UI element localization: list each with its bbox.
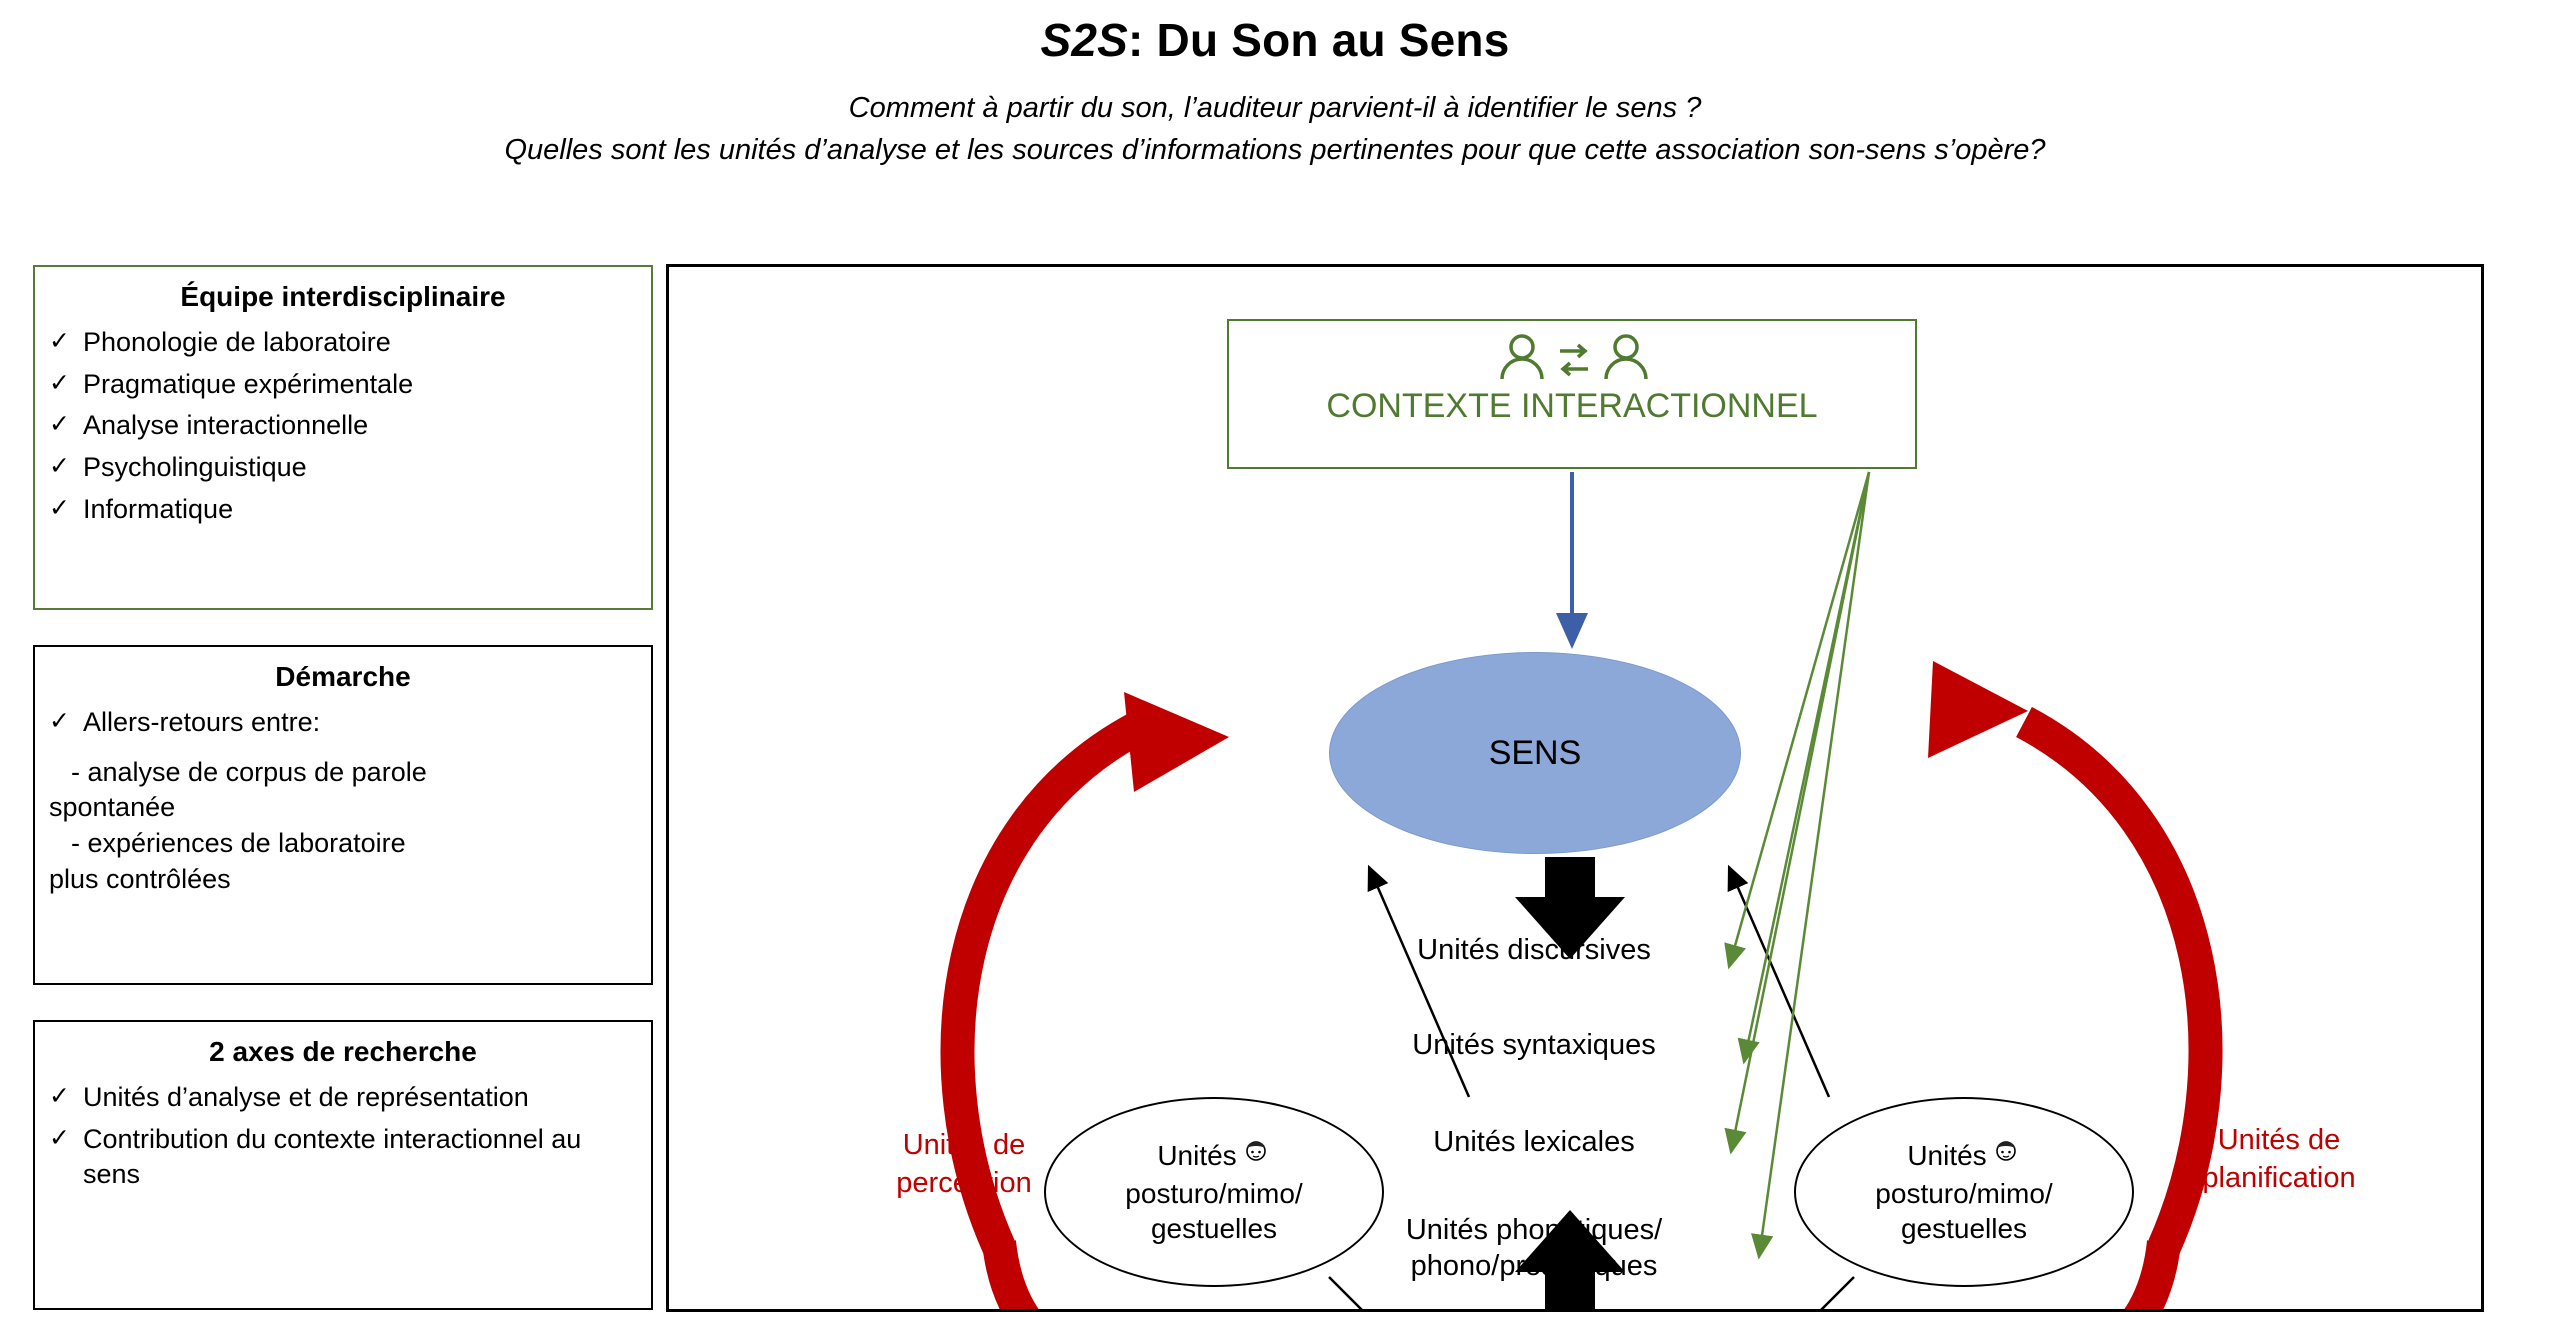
box-equipe-list [35, 325, 651, 541]
label-unites-de-perception [834, 1127, 1094, 1202]
subtitle-line-1: Comment à partir du son, l’auditeur parvient-il à identifier le sens ? [848, 91, 1702, 124]
check-icon: ✓ [49, 707, 70, 735]
check-icon: ✓ [49, 493, 70, 522]
list-item [49, 408, 641, 444]
context-to-discursives-arrow [1729, 472, 1869, 967]
list-item [49, 1122, 641, 1193]
label-unites-de-planification [2129, 1122, 2429, 1197]
check-icon: ✓ [49, 1082, 70, 1110]
list-item-label: Pragmatique expérimentale [83, 368, 414, 399]
list-item [49, 705, 641, 741]
posture-right-line2: posturo/mimo/ [1875, 1177, 2053, 1209]
sens-node [1329, 652, 1741, 854]
box-equipe-interdisciplinaire [33, 265, 653, 610]
page-title-rest: : Du Son au Sens [1128, 14, 1510, 66]
list-item-label: Informatique [83, 493, 234, 524]
list-item-label: Phonologie de laboratoire [83, 327, 391, 357]
list-item-label: Analyse interactionnelle [83, 410, 369, 441]
label-perception-line2: perception [896, 1166, 1032, 1199]
posture-right-line1-row [1907, 1137, 2020, 1176]
interaction-people-icon [1229, 331, 1919, 398]
box-demarche-list [35, 705, 651, 755]
right-posture-to-signal-arrow [1754, 1277, 1854, 1312]
unit-label-syntaxiques: Unités syntaxiques [1412, 1029, 1656, 1061]
header [0, 14, 2550, 171]
check-icon: ✓ [49, 368, 70, 397]
unit-label-discursives: Unités discursives [1417, 934, 1651, 966]
demarche-sub-1: - analyse de corpus de parole [71, 756, 427, 787]
posture-right-line1: Unités [1907, 1140, 1987, 1172]
posture-right-line3: gestuelles [1900, 1213, 2028, 1245]
page-title [0, 14, 2550, 67]
context-interactionnel-box [1227, 319, 1917, 469]
posture-left-line3: gestuelles [1150, 1213, 1278, 1245]
diagram-frame [666, 264, 2484, 1312]
list-item-label: Allers-retours entre: [83, 707, 321, 737]
box-axes-de-recherche [33, 1020, 653, 1310]
subtitle-line-2: Quelles sont les unités d’analyse et les sources d’informations pertinentes pour que cette association son-sens s’opère? [504, 133, 2046, 166]
list-item [49, 492, 641, 528]
demarche-sub-2: - expériences de laboratoire [71, 827, 406, 858]
label-planification-line2: planification [2202, 1161, 2356, 1194]
context-to-lexicales-arrow [1731, 472, 1869, 1152]
posture-units-node-right [1794, 1097, 2134, 1287]
label-planification-line1: Unités de [2217, 1124, 2341, 1156]
list-item [49, 367, 641, 403]
posture-left-line1: Unités [1157, 1140, 1237, 1172]
sens-label: SENS [1488, 733, 1582, 772]
box-axes-title: 2 axes de recherche [209, 1036, 477, 1067]
face-icon [1241, 1137, 1271, 1176]
face-icon [1991, 1137, 2021, 1176]
list-item [49, 450, 641, 486]
box-equipe-title: Équipe interdisciplinaire [180, 281, 506, 312]
check-icon: ✓ [49, 410, 70, 439]
list-item-label: Psycholinguistique [83, 451, 307, 482]
unit-label-phonetiques-line2: phono/prosodiques [1410, 1250, 1658, 1283]
box-demarche [33, 645, 653, 985]
page-title-acronym: S2S [1040, 14, 1129, 66]
posture-left-line2: posturo/mimo/ [1125, 1177, 1303, 1209]
subtitle-block [0, 87, 2550, 171]
box-axes-list [35, 1080, 651, 1207]
box-demarche-title: Démarche [275, 661, 411, 692]
posture-units-node-left [1044, 1097, 1384, 1287]
unit-label-phonetiques [1339, 1212, 1729, 1285]
context-interactionnel-label: CONTEXTE INTERACTIONNEL [1326, 387, 1818, 425]
label-perception-line1: Unités de [902, 1129, 1026, 1161]
posture-left-line1-row [1157, 1137, 1270, 1176]
check-icon: ✓ [49, 1123, 70, 1152]
check-icon: ✓ [49, 451, 70, 480]
list-item-label: Unités d’analyse et de représentation [83, 1082, 529, 1112]
list-item-label: Contribution du contexte interactionnel au sens [83, 1123, 582, 1190]
perception-arrowhead [1124, 692, 1229, 792]
demarche-sub-2-cont: plus contrôlées [49, 863, 231, 894]
list-item [49, 325, 641, 361]
unit-label-phonetiques-line1: Unités phonétiques/ [1405, 1214, 1663, 1246]
check-icon: ✓ [49, 327, 70, 355]
demarche-sub-1-cont: spontanée [49, 792, 176, 823]
list-item [49, 1080, 641, 1116]
planification-arrowhead-top [1928, 661, 2028, 758]
unit-label-lexicales: Unités lexicales [1433, 1126, 1635, 1158]
